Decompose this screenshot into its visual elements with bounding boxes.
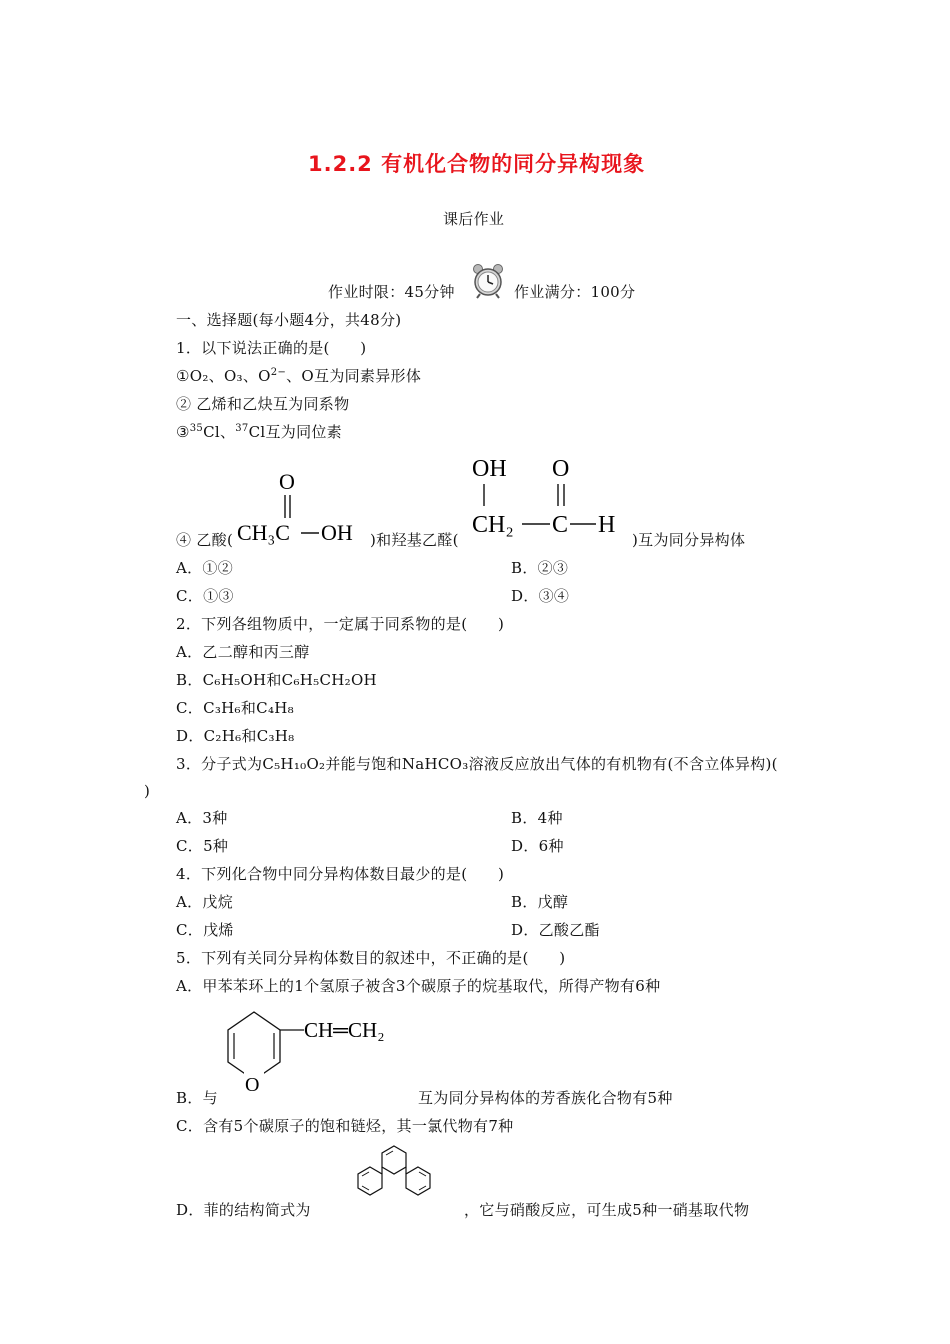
question-5-option-d-post: ，它与硝酸反应，可生成5种一硝基取代物 — [464, 1201, 750, 1219]
question-3-option-d[interactable]: D．6种 — [511, 837, 564, 855]
question-1-statement-1: ①O₂、O₃、$O^{2-}$、O互为同素异形体 — [176, 367, 422, 385]
question-1-statement-4-a: ④ 乙酸( — [176, 531, 234, 549]
question-5-option-b-pre[interactable]: B．与 — [176, 1089, 218, 1107]
question-5-stem: 5．下列有关同分异构体数目的叙述中，不正确的是( ) — [176, 949, 566, 967]
question-2-option-c[interactable]: C．C₃H₆和C₄H₈ — [176, 699, 294, 717]
question-5-option-a[interactable]: A．甲苯苯环上的1个氢原子被含3个碳原子的烷基取代，所得产物有6种 — [176, 977, 661, 995]
question-2-stem: 2．下列各组物质中，一定属于同系物的是( ) — [176, 615, 505, 633]
question-4-option-c[interactable]: C．戊烯 — [176, 921, 234, 939]
acetic-acid-structure — [235, 462, 367, 552]
page-subtitle: 课后作业 — [443, 210, 505, 228]
question-1-statement-3: ③$^{35}$Cl、$^{37}$Cl互为同位素 — [176, 423, 342, 441]
question-2-option-b[interactable]: B．C₆H₅OH和C₆H₅CH₂OH — [176, 671, 377, 689]
question-1-option-c[interactable]: C．①③ — [176, 587, 234, 605]
alarm-clock-icon — [470, 263, 506, 299]
hydroxy-ch2-label: CH₂ — [472, 512, 514, 538]
question-1-option-b[interactable]: B．②③ — [511, 559, 569, 577]
vinyl-group-label: CH═CH₂ — [304, 1018, 385, 1042]
question-1-statement-4-b: )和羟基乙醛( — [370, 531, 459, 549]
acetic-carbonyl-o: O — [279, 469, 295, 494]
question-4-option-b[interactable]: B．戊醇 — [511, 893, 569, 911]
acetic-oh-label: OH — [321, 520, 353, 545]
question-3-option-c[interactable]: C．5种 — [176, 837, 229, 855]
section-heading: 一、选择题(每小题4分，共48分) — [176, 311, 402, 329]
acetic-ch3c-label: CH₃C — [237, 520, 290, 545]
question-2-option-a[interactable]: A．乙二醇和丙三醇 — [176, 643, 310, 661]
phenanthrene-structure — [324, 1140, 464, 1220]
question-3-stem: 3．分子式为C₅H₁₀O₂并能与饱和NaHCO₃溶液反应放出气体的有机物有(不含立体异构)( — [176, 755, 778, 773]
vinyl-pyran-structure — [212, 1004, 422, 1100]
aldehyde-o-label: O — [552, 456, 570, 482]
question-3-option-a[interactable]: A．3种 — [176, 809, 228, 827]
question-1-option-a[interactable]: A．①② — [176, 559, 234, 577]
question-1-statement-2: ② 乙烯和乙炔互为同系物 — [176, 395, 350, 413]
question-5-option-c[interactable]: C．含有5个碳原子的饱和链烃，其一氯代物有7种 — [176, 1117, 514, 1135]
pyran-oxygen-label: O — [245, 1074, 260, 1096]
question-4-option-d[interactable]: D．乙酸乙酯 — [511, 921, 600, 939]
question-3-option-b[interactable]: B．4种 — [511, 809, 563, 827]
question-4-option-a[interactable]: A．戊烷 — [176, 893, 234, 911]
question-1-statement-4-c: )互为同分异构体 — [632, 531, 746, 549]
question-1-stem: 1．以下说法正确的是( ) — [176, 339, 367, 357]
hydroxyacetaldehyde-structure — [470, 446, 630, 546]
question-5-option-b-post: 互为同分异构体的芳香族化合物有5种 — [418, 1089, 673, 1107]
aldehyde-c-label: C — [552, 512, 569, 538]
hydroxy-oh-label: OH — [472, 456, 507, 482]
page-title: 1.2.2 有机化合物的同分异构现象 — [308, 152, 646, 176]
aldehyde-h-label: H — [598, 512, 616, 538]
question-4-stem: 4．下列化合物中同分异构体数目最少的是( ) — [176, 865, 505, 883]
time-limit: 作业时限：45分钟 — [328, 283, 455, 301]
full-score: 作业满分：100分 — [514, 283, 636, 301]
question-2-option-d[interactable]: D．C₂H₆和C₃H₈ — [176, 727, 295, 745]
question-3-stem-continued: ) — [144, 782, 151, 800]
question-5-option-d-pre[interactable]: D．菲的结构简式为 — [176, 1201, 311, 1219]
question-1-option-d[interactable]: D．③④ — [511, 587, 570, 605]
